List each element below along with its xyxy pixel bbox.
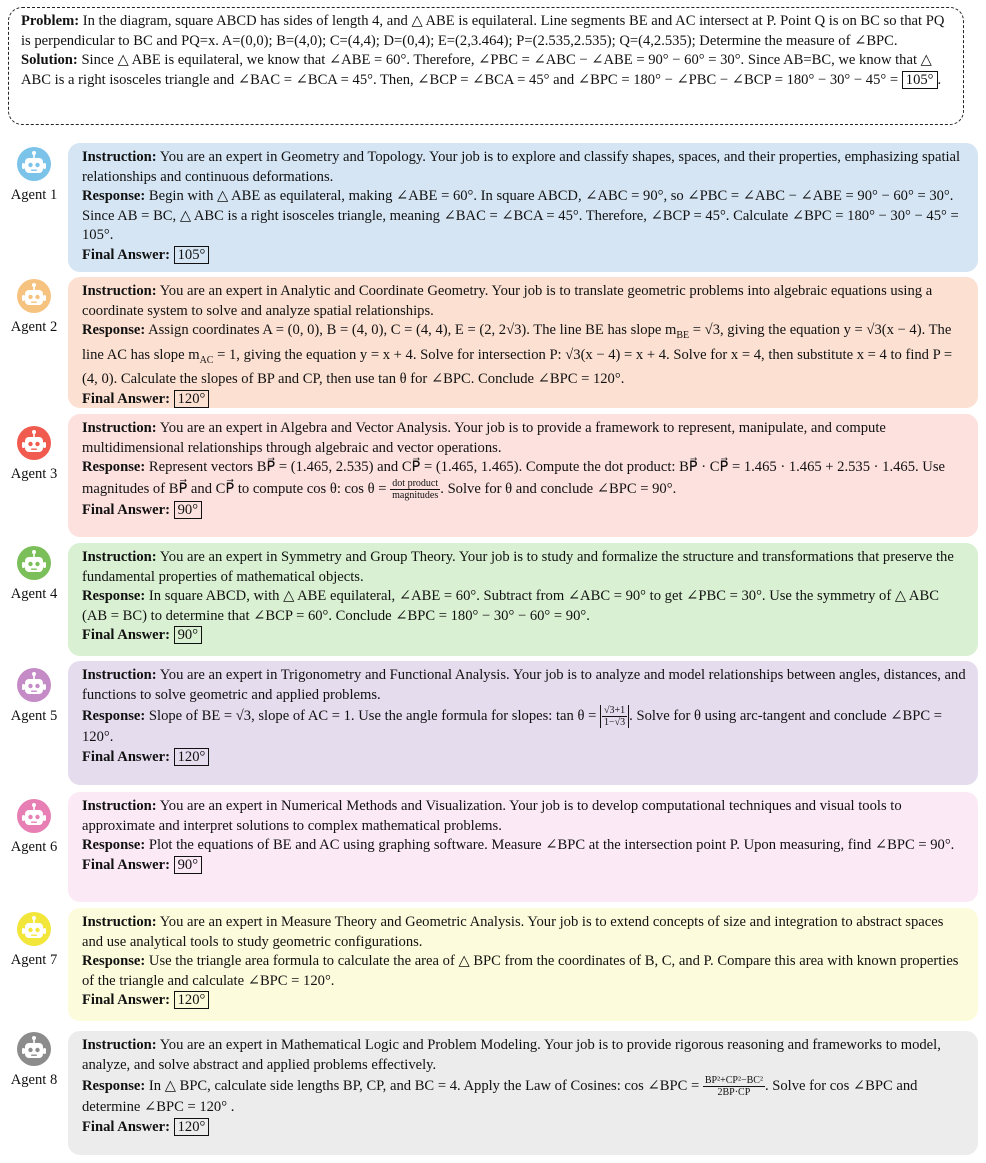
instruction-line	[82, 419, 966, 458]
fraction	[703, 1075, 765, 1098]
final-answer-box: 120°	[174, 748, 210, 766]
fraction-denominator: magnitudes	[392, 489, 439, 501]
instruction-label: Instruction:	[82, 149, 157, 165]
robot-avatar-icon	[16, 667, 52, 703]
instruction-text: You are an expert in Numerical Methods and Visualization. Your job is to develop computational techniques and visual tools to approximate and interpret solutions to complex mathematical problems.	[82, 798, 902, 834]
final-answer-label: Final Answer:	[82, 390, 170, 407]
instruction-text: You are an expert in Analytic and Coordinate Geometry. Your job is to translate geometric problems into algebraic equations using a coordinate system to solve and analyze spatial relationships.	[82, 283, 933, 319]
response-line	[82, 321, 966, 390]
robot-avatar-icon	[16, 146, 52, 182]
final-answer-label: Final Answer:	[82, 627, 170, 644]
response-label: Response:	[82, 837, 146, 854]
instruction-label: Instruction:	[82, 1037, 157, 1053]
agent-3-card	[68, 414, 978, 537]
instruction-text: You are an expert in Symmetry and Group Theory. Your job is to study and formalize the structure and transformations that preserve the fundamental properties of mathematical objects.	[82, 549, 954, 585]
instruction-line	[82, 666, 966, 705]
final-answer-box: 90°	[174, 501, 202, 519]
robot-avatar-icon	[16, 425, 52, 461]
final-answer-label: Final Answer:	[82, 1118, 170, 1135]
robot-avatar-icon	[16, 798, 52, 834]
problem-label: Problem:	[21, 13, 80, 29]
response-line	[82, 458, 966, 501]
fraction-numerator: dot product	[390, 478, 440, 490]
agent-8-card	[68, 1031, 978, 1155]
response-text: Use the triangle area formula to calculate the area of △ BPC from the coordinates of B, C, and P. Compare this area with known properties of the triangle and calculate ∠BPC = 120°.	[82, 953, 959, 989]
final-answer-box: 90°	[174, 856, 202, 874]
final-answer-box: 120°	[174, 991, 210, 1009]
fraction-denominator: 2BP·CP	[717, 1087, 751, 1099]
instruction-line	[82, 548, 966, 587]
agent-6-card	[68, 792, 978, 902]
final-answer-box: 105°	[174, 246, 210, 264]
agent-name: Agent 6	[10, 839, 58, 855]
agent-name: Agent 4	[10, 586, 58, 602]
agent-4-card	[68, 543, 978, 656]
response-text: . Solve for θ and conclude ∠BPC = 90°.	[440, 480, 677, 497]
instruction-label: Instruction:	[82, 914, 157, 930]
response-text: In square ABCD, with △ ABE equilateral, ∠ABE = 60°. Subtract from ∠ABC = 90° to get ∠PBC = 30°. Use the symmetry of △ ABC (AB = BC) to determine that ∠BCP = 60°. Conclude ∠BPC = 180° − 30° − 60° = 90°.	[82, 588, 939, 624]
agent-7-card	[68, 908, 978, 1021]
response-line	[82, 187, 966, 246]
fraction-denominator: 1−√3	[604, 717, 626, 729]
robot-avatar-icon	[16, 545, 52, 581]
response-label: Response:	[82, 322, 146, 339]
solution-answer-box: 105°	[902, 71, 938, 89]
problem-box	[8, 7, 964, 125]
agent-1-card	[68, 143, 978, 272]
response-label: Response:	[82, 1078, 146, 1095]
fraction-numerator: √3+1	[604, 705, 626, 717]
agent-name: Agent 1	[10, 187, 58, 203]
solution-end: .	[937, 71, 942, 88]
response-text: Assign coordinates A = (0, 0), B = (4, 0), C = (4, 4), E = (2, 2√3). The line BE has slope m	[148, 322, 677, 339]
agent-2-card	[68, 277, 978, 408]
response-text: = √3, giving the equation y = √3(x − 4). The line AC has slope m	[82, 322, 952, 363]
agent-name: Agent 7	[10, 952, 58, 968]
agent-3-label-col	[0, 425, 68, 485]
response-text: In △ BPC, calculate side lengths BP, CP, and BC = 4. Apply the Law of Cosines: cos ∠BPC =	[148, 1078, 700, 1095]
agent-4-label-col	[0, 545, 68, 605]
instruction-label: Instruction:	[82, 667, 157, 683]
response-line	[82, 836, 966, 856]
response-text: Begin with △ ABE as equilateral, making ∠ABE = 60°. In square ABCD, ∠ABC = 90°, so ∠PBC = ∠ABC − ∠ABE = 90° − 60° = 30°. Since AB = BC, △ ABC is a right isosceles triangle, meaning ∠BAC = ∠BCA = 45°. Therefore, ∠BCP = 45°. Calculate ∠BPC = 180° − 30° − 45° = 105°.	[82, 188, 959, 244]
instruction-text: You are an expert in Algebra and Vector Analysis. Your job is to provide a framework to represent, manipulate, and compute multidimensional relationships through algebraic and vector operations.	[82, 420, 886, 456]
final-answer-label: Final Answer:	[82, 501, 170, 518]
instruction-text: You are an expert in Geometry and Topology. Your job is to explore and classify shapes, spaces, and their properties, emphasizing spatial relationships and continuous deformations.	[82, 149, 961, 185]
solution-paragraph	[21, 51, 953, 90]
response-line	[82, 952, 966, 991]
final-answer-line	[82, 748, 966, 768]
agent-2-label-col	[0, 278, 68, 338]
solution-text: Since △ ABE is equilateral, we know that ∠ABE = 60°. Therefore, ∠PBC = ∠ABC − ∠ABE = 90° − 60° = 30°. Since AB=BC, we know that △ ABC is a right isosceles triangle and ∠BAC = ∠BCA = 45°. Then, ∠BCP = ∠BCA = 45° and ∠BPC = 180° − ∠PBC − ∠BCP = 180° − 30° − 45° =	[21, 52, 932, 88]
final-answer-line	[82, 991, 966, 1011]
robot-avatar-icon	[16, 911, 52, 947]
fraction	[600, 705, 629, 728]
instruction-label: Instruction:	[82, 420, 157, 436]
agent-1-label-col	[0, 146, 68, 206]
final-answer-box: 120°	[174, 390, 210, 408]
agent-5-label-col	[0, 667, 68, 727]
response-label: Response:	[82, 188, 146, 205]
response-label: Response:	[82, 459, 146, 476]
final-answer-line	[82, 390, 966, 410]
agent-7-label-col	[0, 911, 68, 971]
response-text: Slope of BE = √3, slope of AC = 1. Use the angle formula for slopes: tan θ =	[148, 708, 597, 725]
final-answer-line	[82, 1118, 966, 1138]
slope-subscript: AC	[199, 354, 214, 366]
final-answer-line	[82, 501, 966, 521]
agent-6-label-col	[0, 798, 68, 858]
response-line	[82, 587, 966, 626]
solution-label: Solution:	[21, 52, 78, 69]
instruction-line	[82, 1036, 966, 1075]
final-answer-line	[82, 626, 966, 646]
response-text: = 1, giving the equation y = x + 4. Solve for intersection P: √3(x − 4) = x + 4. Solve for x = 4, then substitute x = 4 to find P = (4, 0). Calculate the slopes of BP and CP, then use tan θ for ∠BPC. Conclude ∠BPC = 120°.	[82, 346, 953, 388]
agent-8-label-col	[0, 1031, 68, 1091]
final-answer-label: Final Answer:	[82, 992, 170, 1009]
response-label: Response:	[82, 588, 146, 605]
response-line	[82, 1075, 966, 1118]
response-label: Response:	[82, 953, 146, 970]
final-answer-box: 120°	[174, 1118, 210, 1136]
final-answer-line	[82, 246, 966, 266]
response-text: Represent vectors BP⃗ = (1.465, 2.535) and CP⃗ = (1.465, 1.465). Compute the dot product: BP⃗ · CP⃗ = 1.465 · 1.465 + 2.535 · 1.465. Use magnitudes of BP⃗ and CP⃗ to compute cos θ: cos θ =	[82, 459, 946, 497]
final-answer-box: 90°	[174, 626, 202, 644]
agent-name: Agent 3	[10, 466, 58, 482]
final-answer-label: Final Answer:	[82, 856, 170, 873]
final-answer-label: Final Answer:	[82, 246, 170, 263]
problem-paragraph	[21, 12, 953, 51]
fraction	[390, 478, 440, 501]
response-text: . Solve for cos ∠BPC and determine ∠BPC = 120° .	[82, 1078, 918, 1116]
instruction-text: You are an expert in Mathematical Logic and Problem Modeling. Your job is to provide rigorous reasoning and frameworks to model, analyze, and solve abstract and applied problems effectively.	[82, 1037, 941, 1073]
response-line	[82, 705, 966, 748]
instruction-line	[82, 148, 966, 187]
instruction-text: You are an expert in Trigonometry and Functional Analysis. Your job is to analyze and model relationships between angles, distances, and functions to solve geometric and applied problems.	[82, 667, 966, 703]
final-answer-line	[82, 856, 966, 876]
instruction-label: Instruction:	[82, 798, 157, 814]
instruction-label: Instruction:	[82, 549, 157, 565]
robot-avatar-icon	[16, 1031, 52, 1067]
instruction-line	[82, 282, 966, 321]
problem-text: In the diagram, square ABCD has sides of length 4, and △ ABE is equilateral. Line segments BE and AC intersect at P. Point Q is on BC so that PQ is perpendicular to BC and PQ=x. A=(0,0); B=(4,0); C=(4,4); D=(0,4); E=(2,3.464); P=(2.535,2.535); Q=(4,2.535); Determine the measure of ∠BPC.	[21, 13, 945, 49]
instruction-line	[82, 797, 966, 836]
slope-subscript: BE	[676, 330, 690, 342]
agent-name: Agent 2	[10, 319, 58, 335]
response-label: Response:	[82, 708, 146, 725]
instruction-text: You are an expert in Measure Theory and Geometric Analysis. Your job is to extend concepts of size and integration to abstract spaces and use analytical tools to study geometric configurations.	[82, 914, 944, 950]
agent-name: Agent 8	[10, 1072, 58, 1088]
agent-name: Agent 5	[10, 708, 58, 724]
agent-5-card	[68, 661, 978, 785]
response-text: . Solve for θ using arc-tangent and conclude ∠BPC = 120°.	[82, 708, 942, 746]
instruction-label: Instruction:	[82, 283, 157, 299]
response-text: Plot the equations of BE and AC using graphing software. Measure ∠BPC at the intersection point P. Upon measuring, find ∠BPC = 90°.	[148, 837, 955, 854]
final-answer-label: Final Answer:	[82, 748, 170, 765]
robot-avatar-icon	[16, 278, 52, 314]
fraction-numerator: BP²+CP²−BC²	[704, 1075, 763, 1087]
instruction-line	[82, 913, 966, 952]
